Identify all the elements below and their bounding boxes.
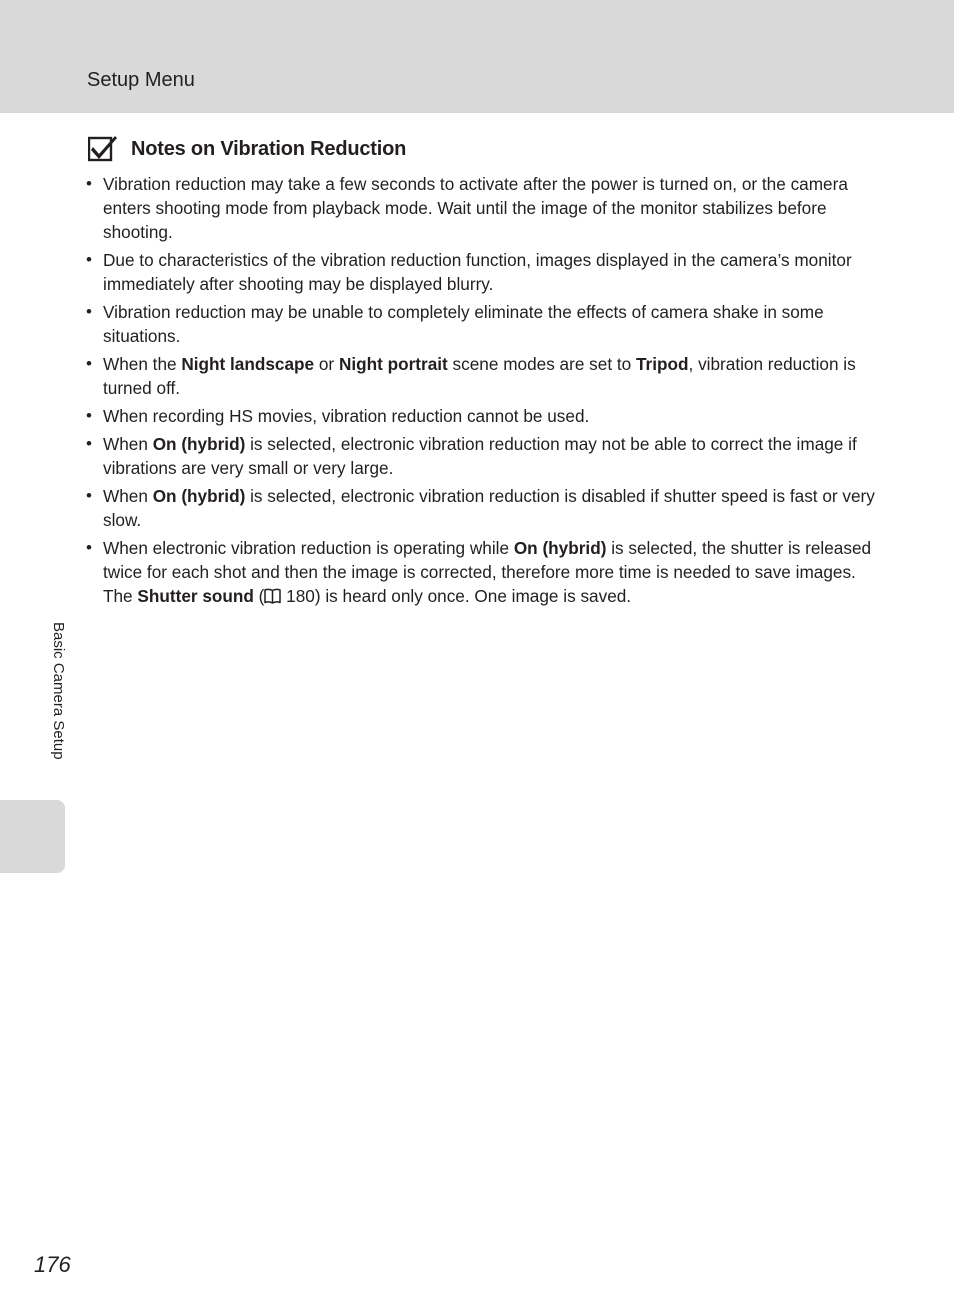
text-run: Due to characteristics of the vibration reduction function, images displayed in the camera’s monitor immediately after shooting may be displayed blurry. xyxy=(103,250,852,294)
bullet: • xyxy=(86,354,92,373)
text-run: or xyxy=(314,354,339,374)
side-tab xyxy=(0,800,65,873)
list-item xyxy=(86,484,876,532)
bullet: • xyxy=(86,434,92,453)
list-item xyxy=(86,248,876,296)
list-item xyxy=(86,300,876,348)
text-run: When the xyxy=(103,354,182,374)
text-run: is selected, the shutter is released twice for each shot and then the image is corrected, therefore more time is needed to save images. The xyxy=(103,538,872,606)
bold-term: Shutter sound xyxy=(137,586,254,606)
text-run: 180) is heard only once. One image is saved. xyxy=(281,586,632,606)
bullet: • xyxy=(86,538,92,557)
header-band xyxy=(0,0,954,113)
bold-term: Night portrait xyxy=(338,354,448,374)
notes-heading xyxy=(88,132,406,166)
section-title: Setup Menu xyxy=(87,69,195,91)
text-run: When xyxy=(103,486,153,506)
bullet: • xyxy=(86,486,92,505)
check-icon xyxy=(88,134,118,164)
text-run: is selected, electronic vibration reduction is disabled if shutter speed is fast or very slow. xyxy=(103,486,875,530)
text-run: is selected, electronic vibration reduction may not be able to correct the image if vibrations are very small or very large. xyxy=(103,434,857,478)
notes-list xyxy=(86,172,876,612)
list-item xyxy=(86,404,876,428)
bullet: • xyxy=(86,174,92,193)
side-section-label: Basic Camera Setup xyxy=(50,622,67,760)
text-run: When electronic vibration reduction is operating while xyxy=(103,538,514,558)
bullet: • xyxy=(86,406,92,425)
text-run: , vibration reduction is turned off. xyxy=(103,354,856,398)
text-run: When xyxy=(103,434,153,454)
bold-term: Night landscape xyxy=(181,354,315,374)
bold-term: On (hybrid) xyxy=(513,538,607,558)
text-run: Vibration reduction may be unable to completely eliminate the effects of camera shake in some situations. xyxy=(103,302,824,346)
bold-term: On (hybrid) xyxy=(152,434,246,454)
bullet: • xyxy=(86,250,92,269)
text-run: ( xyxy=(253,586,265,606)
list-item xyxy=(86,172,876,244)
page-number: 176 xyxy=(34,1252,71,1277)
bullet: • xyxy=(86,302,92,321)
text-run: When recording HS movies, vibration reduction cannot be used. xyxy=(103,406,590,426)
book-icon xyxy=(264,588,281,604)
notes-title: Notes on Vibration Reduction xyxy=(131,137,407,160)
list-item xyxy=(86,432,876,480)
bold-term: Tripod xyxy=(636,354,689,374)
list-item xyxy=(86,352,876,400)
list-item xyxy=(86,536,876,608)
text-run: Vibration reduction may take a few seconds to activate after the power is turned on, or the camera enters shooting mode from playback mode. Wait until the image of the monitor stabilizes before shooting. xyxy=(103,174,848,242)
text-run: scene modes are set to xyxy=(447,354,636,374)
bold-term: On (hybrid) xyxy=(152,486,246,506)
